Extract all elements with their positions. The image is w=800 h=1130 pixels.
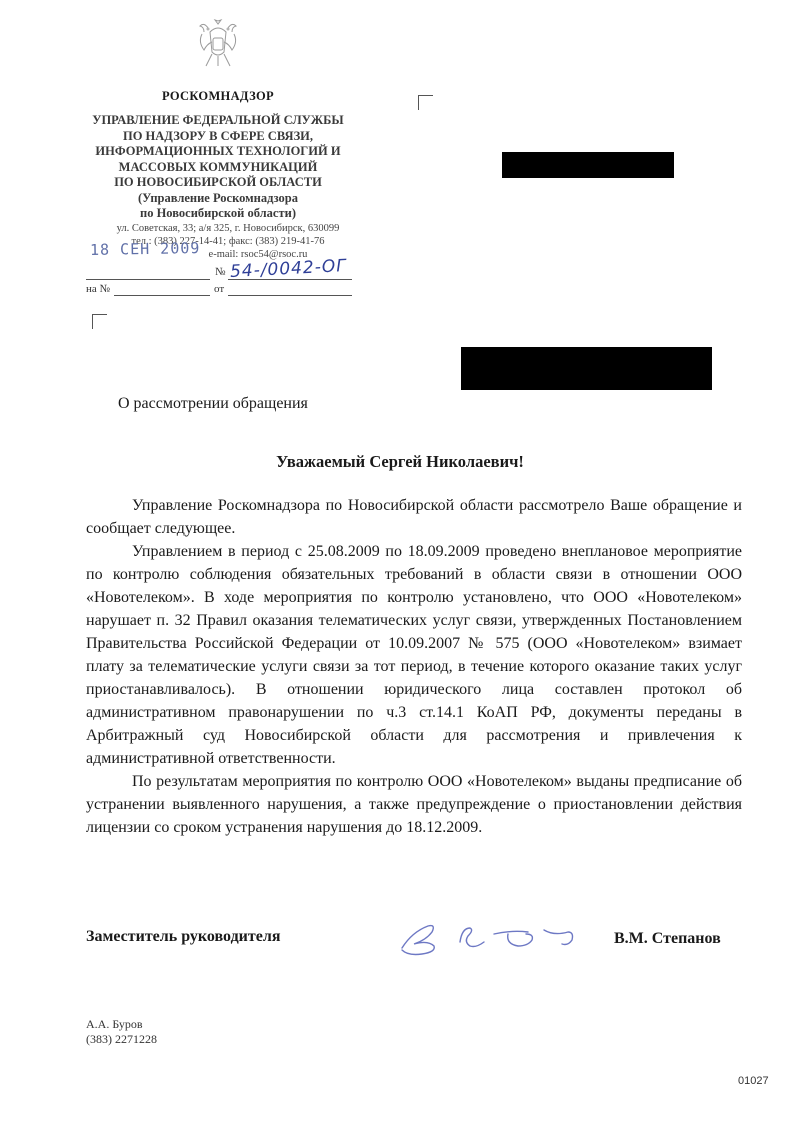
double-headed-eagle-icon	[196, 18, 240, 70]
department-line: ПО НОВОСИБИРСКОЙ ОБЛАСТИ	[114, 175, 322, 189]
letter-subject: О рассмотрении обращения	[118, 395, 308, 412]
signatory-title: Заместитель руководителя	[86, 928, 281, 945]
department-name	[60, 113, 376, 222]
executor-name: А.А. Буров	[86, 1017, 143, 1031]
body-paragraph: Управление Роскомнадзора по Новосибирской области рассмотрело Ваше обращение и сообщает следующее.	[86, 497, 742, 537]
ref-from-label: от	[214, 283, 225, 295]
subject-corner-mark	[92, 314, 107, 329]
phone-fax-line: тел.: (383) 227-14-41; факс: (383) 219-41-76	[131, 236, 325, 247]
department-line: (Управление Роскомнадзора	[138, 190, 298, 205]
document-number: 01027	[738, 1075, 769, 1087]
body-paragraph: Управлением в период с 25.08.2009 по 18.09.2009 проведено внеплановое мероприятие по контролю соблюдения обязательных требований в области связи в отношении ООО «Новотелеком». В ходе мероприятия по контролю установлено, что ООО «Новотелеком» нарушает п. 32 Правил оказания телематических услуг связи, утвержденных Постановлением Правительства Российской Федерации от 10.09.2007 № 575 (ООО «Новотелеком» взимает плату за телематические услуги связи за тот период, в течение которого оказание таких услуг приостанавливалось). В отношении юридического лица составлен протокол об административном правонарушении по ч.3 ст.14.1 КоАП РФ, документы переданы в Арбитражный суд Новосибирской области для рассмотрения и привлечения к административной ответственности.	[86, 543, 742, 767]
email-line: e-mail: rsoc54@rsoc.ru	[208, 249, 308, 260]
address-line: ул. Советская, 33; а/я 325, г. Новосибирск, 630099	[116, 223, 340, 234]
letter-body	[86, 494, 742, 839]
body-paragraph: По результатам мероприятия по контролю ООО «Новотелеком» выданы предписание об устранении выявленного нарушения, а также предупреждение о приостановлении действия лицензии со сроком устранения нарушения до 18.12.2009.	[86, 773, 742, 836]
executor-phone: (383) 2271228	[86, 1032, 157, 1046]
agency-name: РОСКОМНАДЗОР	[162, 89, 274, 103]
department-line: УПРАВЛЕНИЕ ФЕДЕРАЛЬНОЙ СЛУЖБЫ	[92, 113, 344, 127]
ref-prefix: на №	[86, 283, 111, 295]
department-line: по Новосибирской области)	[140, 206, 296, 220]
date-underline	[86, 279, 210, 280]
department-line: ИНФОРМАЦИОННЫХ ТЕХНОЛОГИЙ И	[95, 144, 341, 158]
signatory-name: В.М. Степанов	[614, 930, 721, 947]
department-line: ПО НАДЗОРУ В СФЕРЕ СВЯЗИ,	[122, 128, 314, 143]
handwritten-reg-number: 54-/0042-ОГ	[229, 255, 348, 283]
executor-info	[86, 1017, 157, 1047]
handwritten-signature	[398, 912, 583, 957]
address-corner-mark	[418, 95, 433, 110]
ref-number-underline	[114, 295, 210, 296]
ref-date-underline	[228, 295, 352, 296]
department-line: МАССОВЫХ КОММУНИКАЦИЙ	[118, 159, 318, 174]
redacted-block	[502, 152, 674, 178]
salutation: Уважаемый Сергей Николаевич!	[276, 452, 524, 471]
number-prefix: №	[215, 266, 226, 278]
date-stamp: 18 СЕН 2009	[89, 239, 201, 259]
redacted-block	[461, 347, 712, 390]
